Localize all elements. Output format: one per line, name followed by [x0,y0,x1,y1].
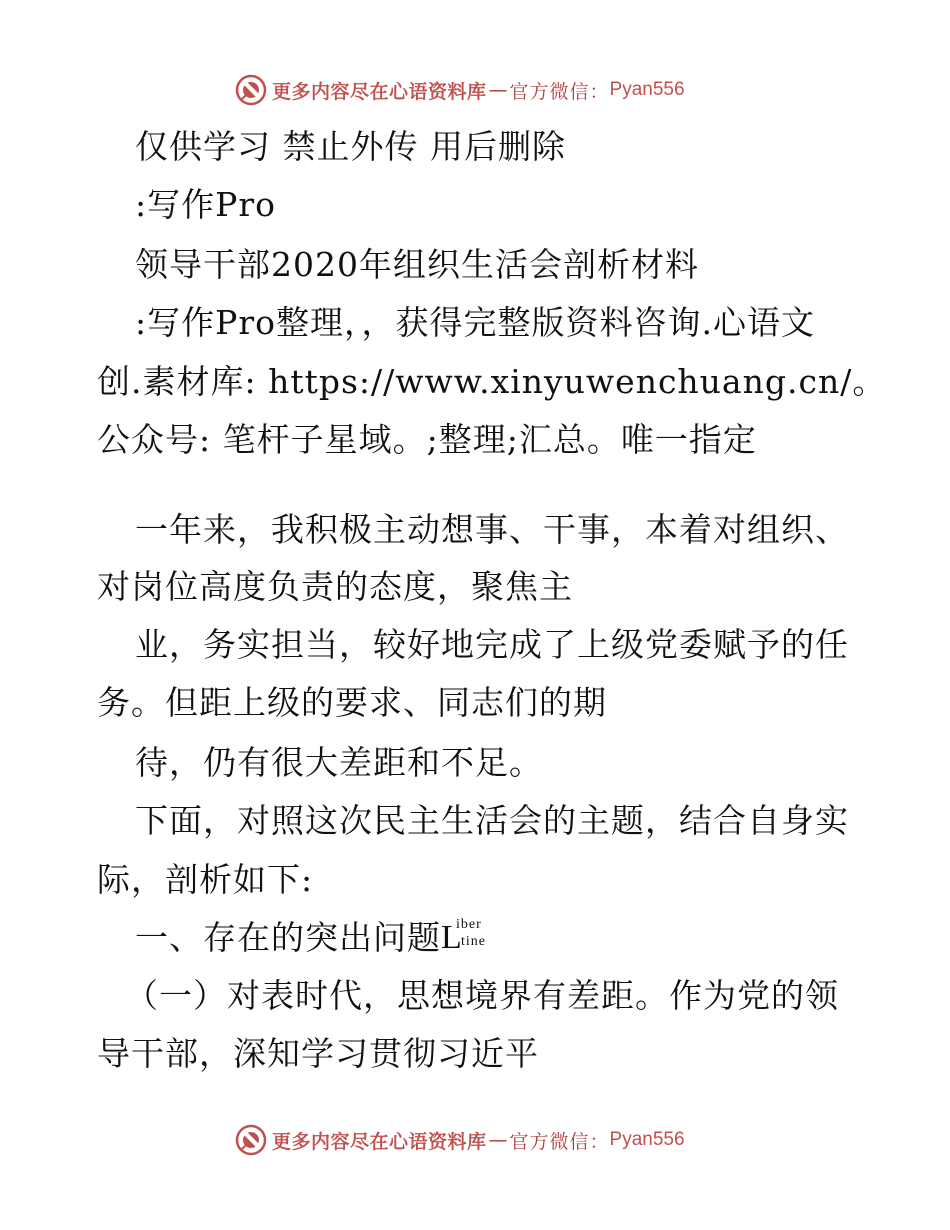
section-1-heading-line [135,918,487,958]
source-line-1: :写作Pro整理，，获得完整版资料咨询.心语文 [135,303,815,342]
brand-logo-icon [234,73,268,107]
libertine-mark-l: L [441,919,463,956]
source-line-2: 创.素材库: https://www.xinyuwenchuang.cn/。 [97,362,887,401]
paragraph-2-line-2: 务。但距上级的要求、同志们的期 [97,683,607,722]
banner-dash: — [488,79,508,101]
item-1-line-1: （一）对表时代，思想境界有差距。作为党的领 [125,976,839,1015]
header-banner [234,73,685,107]
author-line: :写作Pro [135,185,276,224]
paragraph-1-line-2: 对岗位高度负责的态度，聚焦主 [97,567,573,606]
libertine-mark-bottom: tine [461,934,486,949]
paragraph-4-line-1: 下面，对照这次民主生活会的主题，结合自身实 [135,801,849,840]
paragraph-2-line-1: 业，务实担当，较好地完成了上级党委赋予的任 [135,625,849,664]
banner-slogan: 更多内容尽在心语资料库 [272,1130,487,1153]
banner-wechat-id: Pyan556 [609,79,685,100]
banner-wechat-label: 官方微信： [509,80,610,103]
banner-dash: — [488,1129,508,1151]
banner-slogan: 更多内容尽在心语资料库 [272,80,487,103]
item-1-line-2: 导干部，深知学习贯彻习近平 [97,1034,539,1073]
brand-logo-icon [234,1123,268,1157]
libertine-mark [441,918,487,958]
section-1-heading: 一、存在的突出问题 [135,918,441,957]
footer-banner [234,1123,685,1157]
paragraph-1-line-1: 一年来，我积极主动想事、干事，本着对组织、 [135,510,849,549]
paragraph-3-line-1: 待，仍有很大差距和不足。 [135,743,543,782]
libertine-mark-top: iber [456,917,482,932]
document-title: 领导干部2020年组织生活会剖析材料 [135,245,699,284]
paragraph-4-line-2: 际，剖析如下: [97,860,314,899]
banner-wechat-label: 官方微信： [509,1130,610,1153]
usage-notice: 仅供学习 禁止外传 用后删除 [135,127,566,166]
source-line-3: 公众号: 笔杆子星域。;整理;汇总。唯一指定 [97,420,757,459]
banner-wechat-id: Pyan556 [609,1129,685,1150]
